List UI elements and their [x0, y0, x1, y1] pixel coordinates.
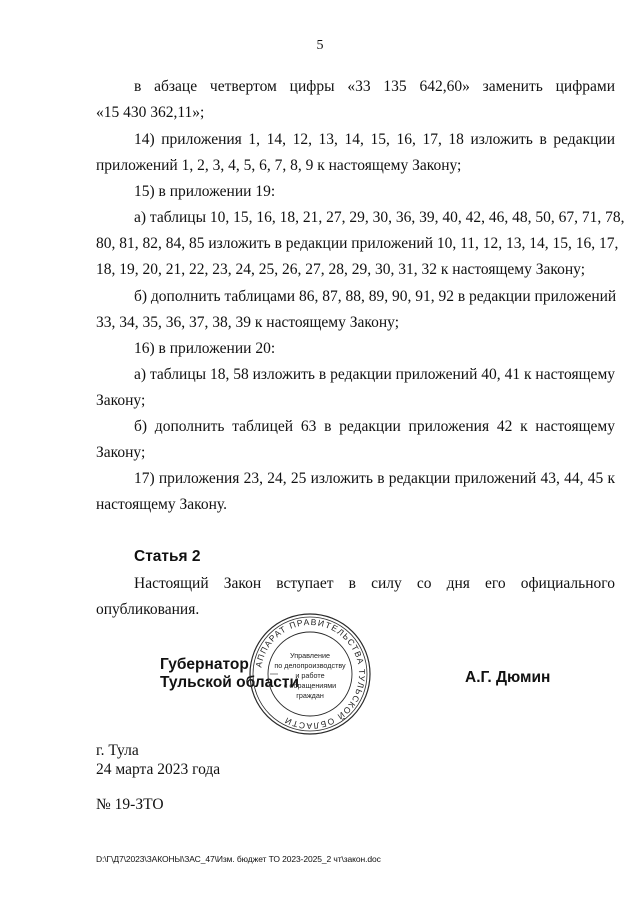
body-line-10: 33, 34, 35, 36, 37, 38, 39 к настоящему Закону;	[96, 314, 400, 331]
body-line-16: 17) приложения 23, 24, 25 изложить в редакции приложений 43, 44, 45 к	[134, 470, 615, 487]
article-line-1: Настоящий Закон вступает в силу со дня его официального	[134, 575, 615, 592]
page-number: 5	[316, 38, 324, 53]
stamp-center-line-4: с обращениями	[283, 681, 337, 690]
body-line-3: 14) приложения 1, 14, 12, 13, 14, 15, 16, 17, 18 изложить в редакции	[134, 131, 615, 148]
city: г. Тула	[96, 742, 139, 759]
stamp-ring-text: АППАРАТ ПРАВИТЕЛЬСТВА ТУЛЬСКОЙ ОБЛАСТИ	[253, 616, 368, 732]
signature-title-line-1: Губернатор	[160, 656, 249, 673]
body-line-12: а) таблицы 18, 58 изложить в редакции приложений 40, 41 к настоящему	[134, 366, 615, 383]
body-line-5: 15) в приложении 19:	[134, 183, 276, 200]
signature-title-line-2: Тульской области	[160, 674, 300, 691]
stamp-center-line-3: и работе	[295, 671, 325, 680]
body-line-11: 16) в приложении 20:	[134, 340, 276, 357]
law-number: № 19-ЗТО	[96, 796, 164, 813]
body-line-4: приложений 1, 2, 3, 4, 5, 6, 7, 8, 9 к настоящему Закону;	[96, 157, 462, 174]
body-line-8: 18, 19, 20, 21, 22, 23, 24, 25, 26, 27, 28, 29, 30, 31, 32 к настоящему Закону;	[96, 261, 586, 278]
article-heading: Статья 2	[134, 548, 201, 565]
stamp-center-line-2: по делопроизводству	[274, 661, 346, 670]
body-line-7: 80, 81, 82, 84, 85 изложить в редакции приложений 10, 11, 12, 13, 14, 15, 16, 17,	[96, 235, 619, 252]
body-line-13: Закону;	[96, 392, 146, 409]
body-line-15: Закону;	[96, 444, 146, 461]
signing-date: 24 марта 2023 года	[96, 761, 221, 778]
article-line-2: опубликования.	[96, 601, 200, 618]
stamp-center-line-5: граждан	[296, 691, 324, 700]
body-line-2: «15 430 362,11»;	[96, 104, 205, 121]
body-line-1: в абзаце четвертом цифры «33 135 642,60» заменить цифрами	[134, 78, 615, 95]
file-path: D:\Г\Д7\2023\ЗАКОНЫ\ЗАС_47\Изм. бюджет ТО 2023-2025_2 чт\закон.doc	[96, 854, 381, 864]
body-line-9: б) дополнить таблицами 86, 87, 88, 89, 90, 91, 92 в редакции приложений	[134, 288, 617, 305]
official-stamp	[248, 612, 372, 736]
signature-name: А.Г. Дюмин	[465, 669, 551, 686]
body-line-14: б) дополнить таблицей 63 в редакции приложения 42 к настоящему	[134, 418, 615, 435]
stamp-center-line-1: Управление	[290, 651, 330, 660]
body-line-17: настоящему Закону.	[96, 496, 227, 513]
body-line-6: а) таблицы 10, 15, 16, 18, 21, 27, 29, 30, 36, 39, 40, 42, 46, 48, 50, 67, 71, 78,	[134, 209, 625, 226]
